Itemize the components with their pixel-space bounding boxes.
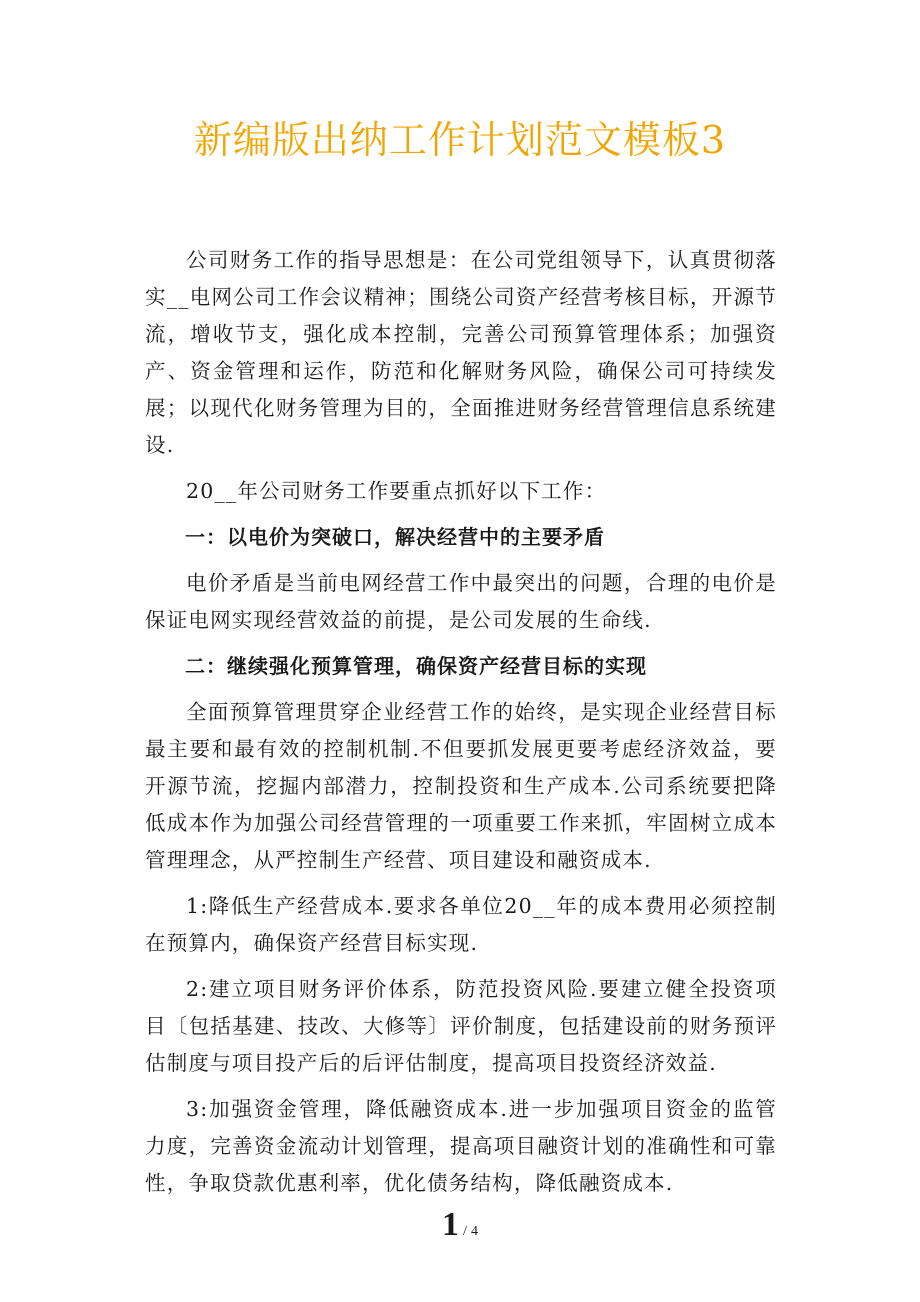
document-title: 新编版出纳工作计划范文模板3 [193,118,727,162]
paragraph-guiding-principle: 公司财务工作的指导思想是：在公司党组领导下，认真贯彻落实__电网公司工作会议精神；围绕公司资产经营考核目标，开源节流，增收节支，强化成本控制，完善公司预算管理体系；加强资产、资金管理和运作，防范和化解财务风险，确保公司可持续发展；以现代化财务管理为目的，全面推进财务经营管理信息系统建设. [145,248,777,457]
section-heading-2: 二：继续强化预算管理，确保资产经营目标的实现 [185,654,647,678]
paragraph-budget-management: 全面预算管理贯穿企业经营工作的始终，是实现企业经营目标最主要和最有效的控制机制.不但要抓发展更要考虑经济效益，要开源节流，挖掘内部潜力，控制投资和生产成本.公司系统要把降低成本作为加强公司经营管理的一项重要工作来抓，牢固树立成本管理理念，从严控制生产经营、项目建设和融资成本. [145,700,777,872]
document-body [145,242,777,1211]
paragraph-item-2: 2:建立项目财务评价体系，防范投资风险.要建立健全投资项目〔包括基建、技改、大修等〕评价制度，包括建设前的财务预评估制度与项目投产后的后评估制度，提高项目投资经济效益. [145,977,777,1075]
paragraph-electricity-price: 电价矛盾是当前电网经营工作中最突出的问题，合理的电价是保证电网实现经营效益的前提，是公司发展的生命线. [145,571,777,632]
current-page-number: 1 [442,1206,460,1243]
paragraph-item-3: 3:加强资金管理，降低融资成本.进一步加强项目资金的监管力度，完善资金流动计划管理，提高项目融资计划的准确性和可靠性，争取贷款优惠利率，优化债务结构，降低融资成本. [145,1097,777,1195]
paragraph-key-work-intro: 20__年公司财务工作要重点抓好以下工作： [186,479,607,503]
page-number [0,1206,920,1244]
total-page-count: 4 [470,1224,478,1239]
paragraph-item-1: 1:降低生产经营成本.要求各单位20__年的成本费用必须控制在预算内，确保资产经营目标实现. [145,894,777,955]
page-separator: / [463,1224,467,1239]
section-heading-1: 一：以电价为突破口，解决经营中的主要矛盾 [185,525,605,549]
